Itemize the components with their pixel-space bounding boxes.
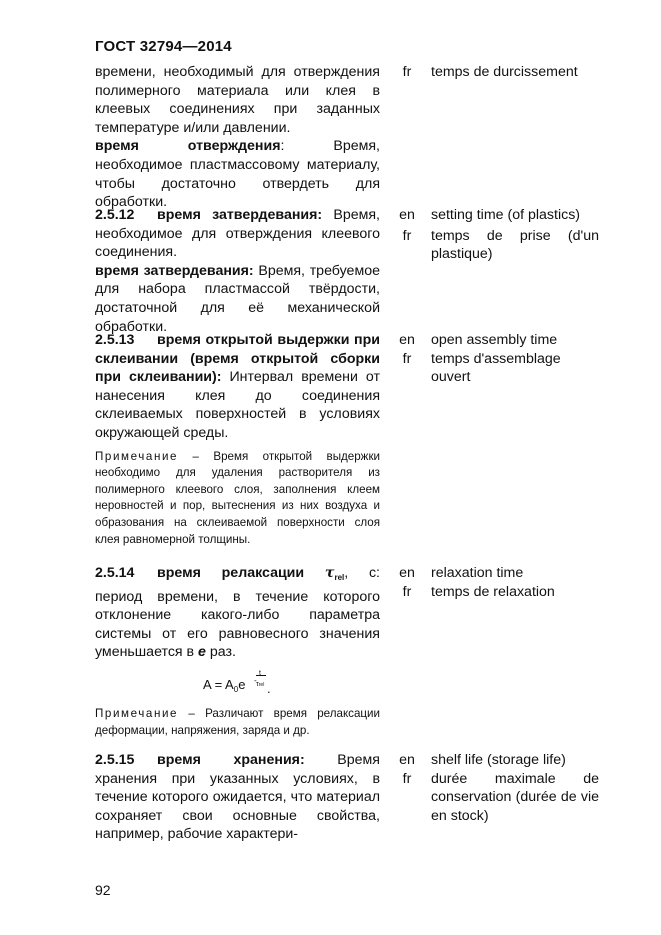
entry-term-2: время затвердевания: [95, 262, 254, 279]
fr-term: temps de durcissement [431, 64, 578, 80]
entry-2-5-12 [95, 206, 380, 336]
lang-fr: fr [402, 770, 412, 787]
fr-term: temps de relaxation [431, 583, 555, 600]
note-text: – Время открытой выдержки необходимо для удаления растворителя из полимерного клеевого слоя, заполнения клеем неровностей и пор, вытеснения из них воздуха и образования на склеиваемой поверхности слоя клея равномерной толщины. [95, 449, 380, 546]
foreign-terms-2-5-15 [431, 751, 599, 825]
entry-definition [95, 331, 380, 443]
entry-note [95, 449, 380, 549]
entry-definition-2 [95, 262, 380, 336]
entry-number: 2.5.15 [95, 752, 135, 768]
foreign-terms-2-5-12 [431, 206, 599, 264]
entry-definition-text: Интервал времени от нанесения клея до соединения склеиваемых поверхностей в условиях окружающей среды. [95, 369, 381, 441]
formula-exp-top: t [259, 669, 261, 677]
entry-number: 2.5.12 [95, 207, 135, 223]
entry-term: время релаксации [157, 565, 325, 581]
entry-note [95, 706, 380, 739]
foreign-terms-cont [431, 63, 599, 82]
note-text: – Различают время релаксации деформации, напряжения, заряда и др. [95, 706, 380, 737]
entry-definition [95, 751, 380, 844]
formula-lhs-text: A = A [203, 676, 234, 692]
lang-en: en [399, 565, 415, 581]
entry-definition-text: Время, необходимое для отверждения клеевого соединения. [95, 207, 380, 261]
page-number: 92 [95, 882, 111, 898]
lang-en: en [399, 207, 415, 223]
entry-2-5-13 [95, 331, 380, 548]
entry-term: время открытой выдержки при склеивании (время открытой сборки при склеивании): [95, 332, 380, 386]
lang-en: en [399, 752, 415, 768]
fr-term: temps de prise (d'un plastique) [431, 227, 599, 263]
entry-term: время хранения: [157, 752, 305, 768]
tau-symbol: τ [324, 565, 335, 581]
formula-period: . [267, 680, 271, 696]
lang-codes-2-5-13 [396, 331, 418, 368]
foreign-terms-2-5-13 [431, 331, 599, 387]
entry-continuation [95, 63, 380, 212]
document-header: ГОСТ 32794—2014 [95, 38, 232, 55]
entry-definition-text: Время хранения при указанных условиях, в течение которого ожидается, что материал сохраняет свои основные свойства, например, рабочие характери- [95, 752, 380, 843]
lang-codes-cont [396, 63, 418, 82]
entry-number: 2.5.13 [95, 332, 135, 348]
entry-definition: времени, необходимый для отверждения полимерного материала или клея в клеевых соединениях при заданных температуре и/или давлении. [95, 64, 380, 136]
entry-definition [95, 564, 380, 662]
lang-fr: fr [402, 350, 412, 367]
entry-definition-end: раз. [205, 644, 236, 661]
entry-number: 2.5.14 [95, 565, 135, 581]
lang-fr: fr [402, 583, 412, 600]
formula-tau-sub: rel [258, 681, 265, 688]
lang-fr: fr [402, 64, 412, 80]
lang-codes-2-5-12 [396, 206, 418, 245]
note-label: Примечание [95, 449, 179, 463]
formula-lhs [203, 676, 245, 700]
tau-subscript: rel [334, 573, 345, 582]
foreign-terms-2-5-14 [431, 564, 599, 601]
formula-a0-subscript: 0 [233, 684, 239, 694]
euler-e: e [198, 644, 206, 661]
entry-term: время отверждения [95, 138, 281, 155]
lang-fr: fr [402, 227, 412, 244]
formula-exp-bottom [256, 676, 264, 695]
fr-term: temps d'assemblage ouvert [431, 350, 561, 386]
entry-definition-text: , с: период времени, в течение которого отклонение какого-либо параметра системы от его равновесного значения уменьшается в [95, 565, 380, 661]
lang-codes-2-5-14 [396, 564, 418, 601]
note-label: Примечание [95, 706, 179, 720]
formula-base: e [238, 676, 246, 692]
relaxation-formula [95, 664, 380, 700]
en-term: relaxation time [431, 565, 524, 581]
lang-codes-2-5-15 [396, 751, 418, 788]
formula-minus: - [254, 675, 257, 685]
fr-term: durée maximale de conservation (durée de vie en stock) [431, 770, 599, 824]
entry-term: время затвердевания: [157, 207, 323, 223]
formula-tau: τ [256, 680, 259, 688]
entry-definition [95, 206, 380, 262]
entry-2-5-14 [95, 564, 380, 739]
entry-definition-text: : Время, необходимое пластмассовому материалу, чтобы достаточно отвердеть для обработки. [95, 138, 380, 211]
en-term: shelf life (storage life) [431, 752, 566, 768]
lang-en: en [399, 332, 415, 348]
entry-definition-2 [95, 137, 380, 211]
en-term: open assembly time [431, 332, 558, 348]
entry-definition-text-2: Время, требуемое для набора пластмассой твёрдости, достаточной для её механической обработки. [95, 262, 380, 335]
en-term: setting time (of plastics) [431, 207, 581, 223]
entry-2-5-15 [95, 751, 380, 844]
